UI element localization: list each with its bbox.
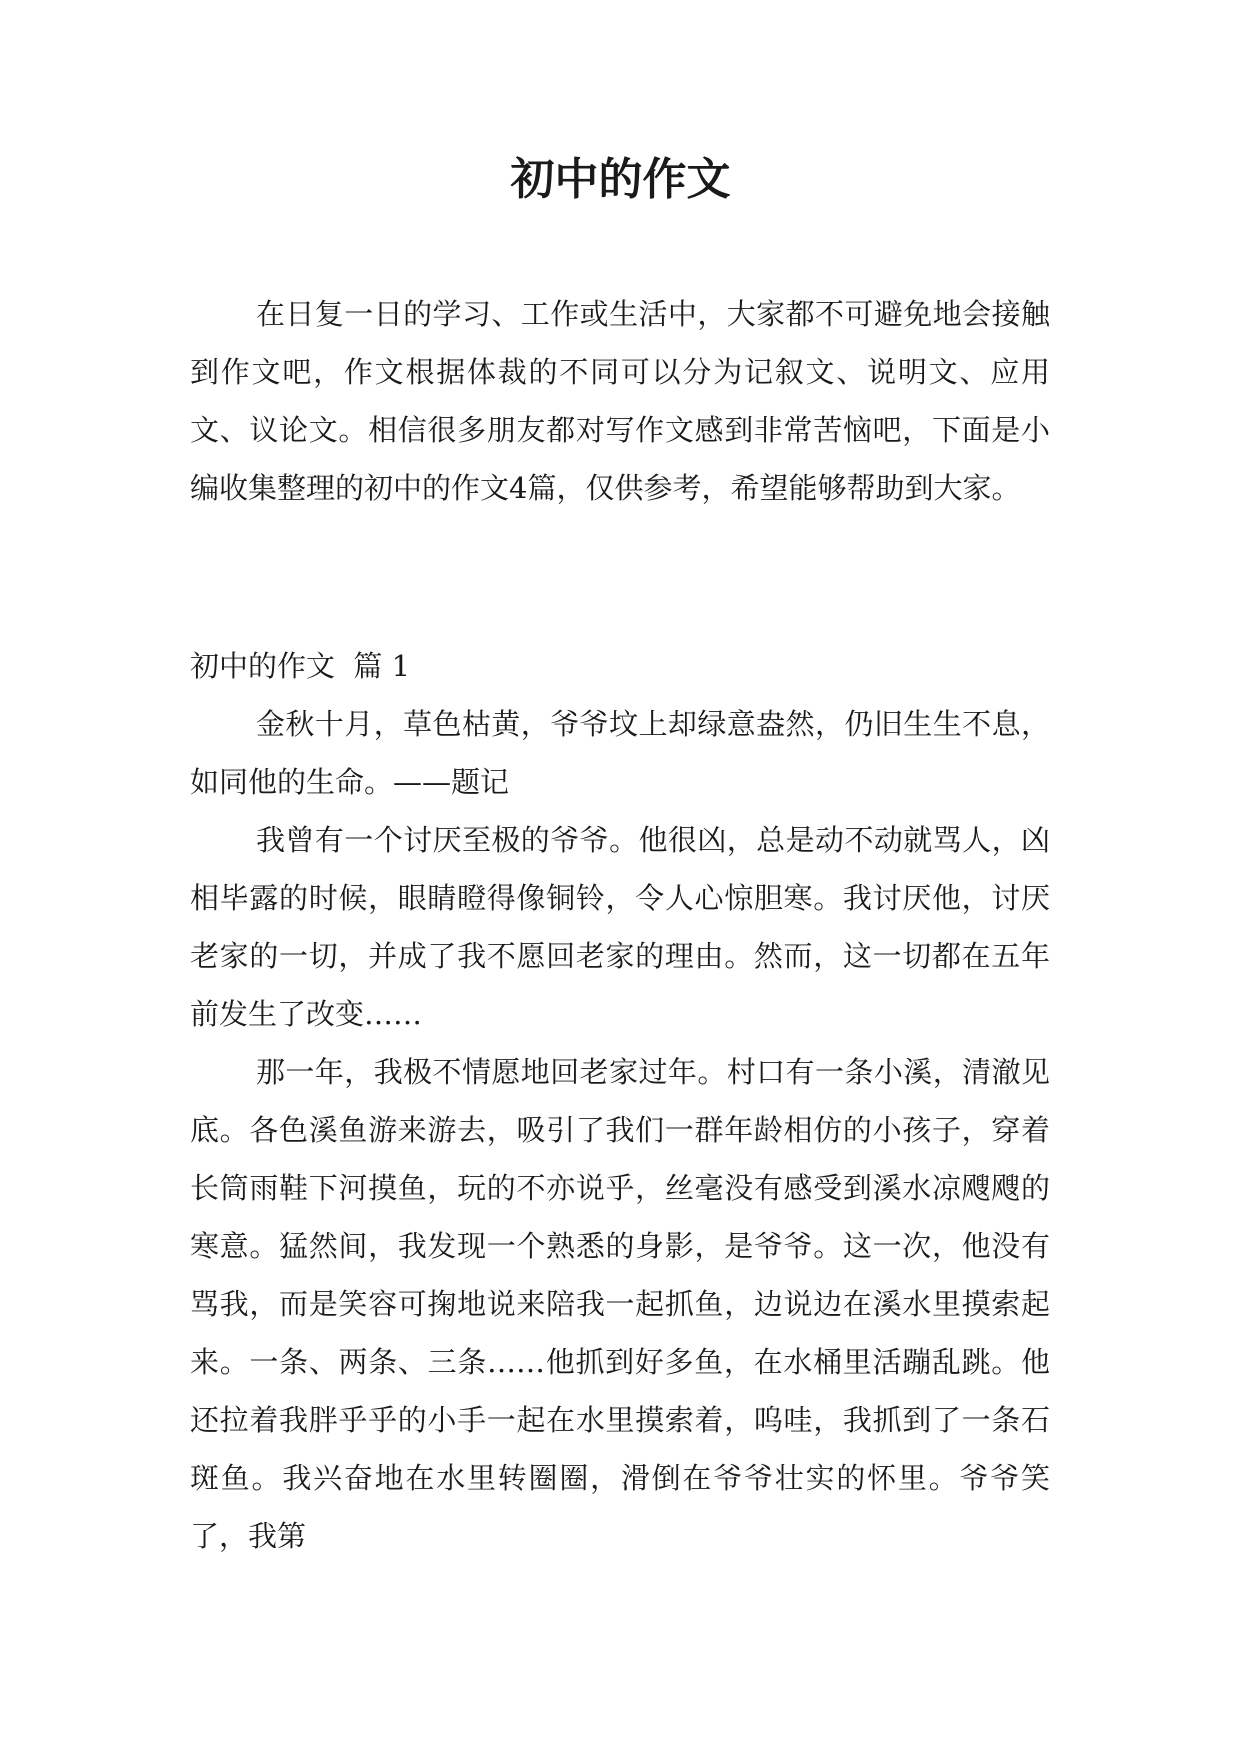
body-paragraph: 金秋十月，草色枯黄，爷爷坟上却绿意盎然，仍旧生生不息，如同他的生命。——题记 <box>190 707 1050 799</box>
section-body <box>190 695 1050 1565</box>
body-paragraph: 那一年，我极不情愿地回老家过年。村口有一条小溪，清澈见底。各色溪鱼游来游去，吸引了我们一群年龄相仿的小孩子，穿着长筒雨鞋下河摸鱼，玩的不亦说乎，丝毫没有感受到溪水凉飕飕的寒意。猛然间，我发现一个熟悉的身影，是爷爷。这一次，他没有骂我，而是笑容可掬地说来陪我一起抓鱼，边说边在溪水里摸索起来。一条、两条、三条……他抓到好多鱼，在水桶里活蹦乱跳。他还拉着我胖乎乎的小手一起在水里摸索着，呜哇，我抓到了一条石斑鱼。我兴奋地在水里转圈圈，滑倒在爷爷壮实的怀里。爷爷笑了，我第 <box>190 1055 1050 1553</box>
section-heading: 初中的作文 篇 1 <box>190 649 411 683</box>
intro-section <box>190 285 1050 517</box>
intro-paragraph: 在日复一日的学习、工作或生活中，大家都不可避免地会接触到作文吧，作文根据体裁的不同可以分为记叙文、说明文、应用文、议论文。相信很多朋友都对写作文感到非常苦恼吧，下面是小编收集整理的初中的作文4篇，仅供参考，希望能够帮助到大家。 <box>190 297 1050 505</box>
document-title: 初中的作文 <box>510 154 731 205</box>
body-paragraph: 我曾有一个讨厌至极的爷爷。他很凶，总是动不动就骂人，凶相毕露的时候，眼睛瞪得像铜铃，令人心惊胆寒。我讨厌他，讨厌老家的一切，并成了我不愿回老家的理由。然而，这一切都在五年前发生了改变…… <box>190 823 1050 1031</box>
